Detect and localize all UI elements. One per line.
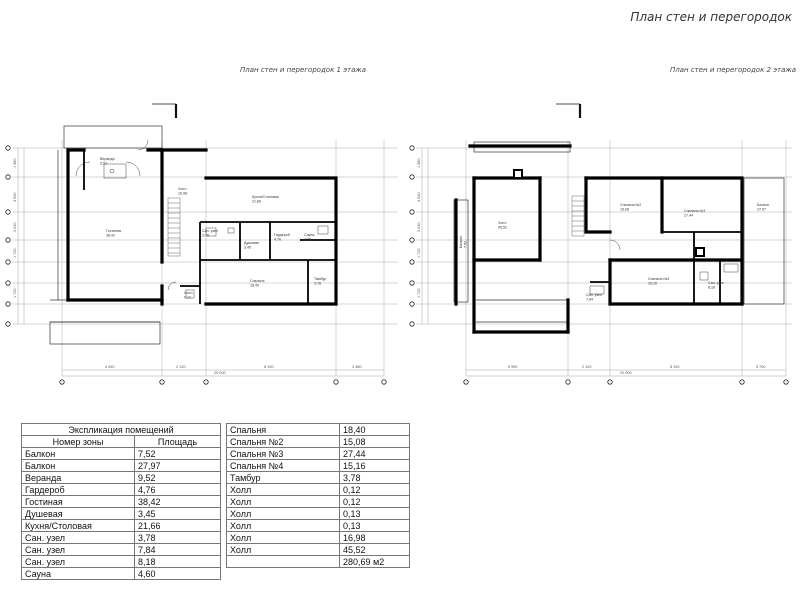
area-cell: 7,52 <box>135 448 221 460</box>
area-cell: 38,42 <box>135 496 221 508</box>
table-body-left <box>22 448 221 580</box>
table-row <box>22 520 221 532</box>
table-row <box>22 472 221 484</box>
explication-table-left <box>21 423 221 580</box>
zone-cell: Холл <box>227 532 340 544</box>
zone-cell <box>227 556 340 568</box>
room-label: Душевая 3,45 <box>244 241 260 250</box>
room-label: Балкон7,52 <box>459 235 468 248</box>
zone-cell: Веранда <box>22 472 135 484</box>
dim-label: 2 120 <box>582 365 592 369</box>
zone-cell: Душевая <box>22 508 135 520</box>
dim-label: 1 720 <box>417 288 421 298</box>
area-cell: 18,40 <box>340 424 410 436</box>
room-label: Веранда 9,52 <box>100 157 115 166</box>
zone-cell: Сан. узел <box>22 544 135 556</box>
plan1-section-marker <box>152 104 176 118</box>
table-row <box>227 460 410 472</box>
area-cell: 27,44 <box>340 448 410 460</box>
zone-cell: Спальня №4 <box>227 460 340 472</box>
table-row <box>227 556 410 568</box>
room-label: Спальня №4 15,16 <box>648 277 670 286</box>
zone-cell: Гардероб <box>22 484 135 496</box>
plan2-stair <box>572 196 584 236</box>
plan2-fixtures <box>590 240 738 294</box>
zone-cell: Тамбур <box>227 472 340 484</box>
dim-label: 1 980 <box>13 158 17 168</box>
table-row <box>227 436 410 448</box>
plan2-title: План стен и перегородок 2 этажа <box>670 66 797 74</box>
table-row <box>22 544 221 556</box>
dim-label: 1 720 <box>417 248 421 258</box>
table-row <box>227 520 410 532</box>
col-area-header: Площадь <box>135 436 221 448</box>
room-label: Сан. узел 8,18 <box>708 281 724 290</box>
table-row <box>22 484 221 496</box>
zone-cell: Сан. узел <box>22 532 135 544</box>
zone-cell: Холл <box>227 496 340 508</box>
table-row <box>227 508 410 520</box>
dim-label: 3 700 <box>756 365 766 369</box>
zone-cell: Спальня <box>227 424 340 436</box>
plan1-stair <box>168 198 180 256</box>
plan2-chimney <box>514 170 522 178</box>
plan1-title: План стен и перегородок 1 этажа <box>240 66 367 74</box>
zone-cell: Спальня №2 <box>227 436 340 448</box>
zone-cell: Холл <box>227 520 340 532</box>
room-label: Спальня 18,40 <box>250 279 265 288</box>
room-label: Спальня №3 27,44 <box>684 209 706 218</box>
plan2-drawing <box>410 104 792 384</box>
dim-label: 1 720 <box>13 248 17 258</box>
table-row <box>227 496 410 508</box>
area-cell: 4,76 <box>135 484 221 496</box>
area-cell: 7,84 <box>135 544 221 556</box>
area-cell: 8,18 <box>135 556 221 568</box>
room-label: Сан. узел 3,78 <box>202 229 218 238</box>
area-cell: 0,13 <box>340 508 410 520</box>
room-label: Сауна 4,60 <box>304 233 315 242</box>
table-row <box>22 556 221 568</box>
plan1-partitions <box>84 150 336 304</box>
zone-cell: Сан. узел <box>22 556 135 568</box>
table-row <box>227 448 410 460</box>
table-row <box>227 532 410 544</box>
zone-cell: Холл <box>227 484 340 496</box>
plan2-axis-bubbles <box>410 146 788 384</box>
plan2-room-labels <box>459 203 769 302</box>
area-cell: 280,69 м2 <box>340 556 410 568</box>
plan2-chimney-2 <box>696 248 704 256</box>
zone-cell: Гостиная <box>22 496 135 508</box>
room-label: Холл 16,98 <box>178 187 187 196</box>
room-label: Кухня/Столовая 21,66 <box>252 195 279 204</box>
table-row <box>22 460 221 472</box>
area-cell: 0,12 <box>340 496 410 508</box>
zone-cell: Сауна <box>22 568 135 580</box>
dim-label: 3 940 <box>13 192 17 202</box>
dim-label: 20 000 <box>214 371 226 375</box>
table-row <box>227 544 410 556</box>
table-row <box>227 484 410 496</box>
dim-label: 3 380 <box>352 365 362 369</box>
plan1-grid-lines <box>12 140 398 376</box>
zone-cell: Кухня/Столовая <box>22 520 135 532</box>
dim-label: 20 000 <box>620 371 632 375</box>
area-cell: 21,66 <box>135 520 221 532</box>
dim-label: 1 980 <box>417 158 421 168</box>
area-cell: 15,08 <box>340 436 410 448</box>
area-cell: 15,16 <box>340 460 410 472</box>
zone-cell: Балкон <box>22 448 135 460</box>
plan1-walls <box>68 150 336 304</box>
room-label: Гардероб 4,76 <box>274 233 290 242</box>
plan2-section-marker <box>556 104 580 118</box>
dim-label: 4 050 <box>105 365 115 369</box>
dim-label: 1 720 <box>13 288 17 298</box>
zone-cell: Холл <box>227 508 340 520</box>
explication-table-right <box>226 423 410 568</box>
area-cell: 3,78 <box>135 532 221 544</box>
table-row <box>22 568 221 580</box>
table-row <box>22 448 221 460</box>
plan1-axis-bubbles <box>6 146 386 384</box>
area-cell: 45,52 <box>340 544 410 556</box>
sheet-title: План стен и перегородок <box>630 10 792 24</box>
dim-label: 2 120 <box>176 365 186 369</box>
area-cell: 3,45 <box>135 508 221 520</box>
room-label: Балкон 27,97 <box>757 203 770 212</box>
dim-label: 3 040 <box>417 222 421 232</box>
area-cell: 0,13 <box>340 520 410 532</box>
dim-label: 8 190 <box>264 365 274 369</box>
plan2-partitions <box>590 232 742 304</box>
area-cell: 3,78 <box>340 472 410 484</box>
room-label: Сан. узел 7,84 <box>586 293 602 302</box>
table-row <box>22 508 221 520</box>
room-label: Гостиная 38,42 <box>106 229 122 238</box>
area-cell: 16,98 <box>340 532 410 544</box>
dim-label: 5 990 <box>508 365 518 369</box>
dim-label: 8 190 <box>670 365 680 369</box>
room-label: Холл 45,52 <box>498 221 507 230</box>
plan1-drawing <box>6 104 398 384</box>
area-cell: 0,12 <box>340 484 410 496</box>
table-row <box>22 496 221 508</box>
area-cell: 4,60 <box>135 568 221 580</box>
table-row <box>22 532 221 544</box>
room-label: Тамбур 3,78 <box>314 277 327 286</box>
room-label: Спальня №2 15,08 <box>620 203 642 212</box>
zone-cell: Балкон <box>22 460 135 472</box>
dim-label: 3 040 <box>13 222 17 232</box>
room-label: Холл 0,12 <box>184 291 193 300</box>
table-row <box>227 472 410 484</box>
col-zone-header: Номер зоны <box>22 436 135 448</box>
dim-label: 3 940 <box>417 192 421 202</box>
table-title: Экспликация помещений <box>22 424 221 436</box>
area-cell: 27,97 <box>135 460 221 472</box>
zone-cell: Спальня №3 <box>227 448 340 460</box>
zone-cell: Холл <box>227 544 340 556</box>
area-cell: 9,52 <box>135 472 221 484</box>
table-body-right <box>227 424 410 568</box>
table-row <box>227 424 410 436</box>
